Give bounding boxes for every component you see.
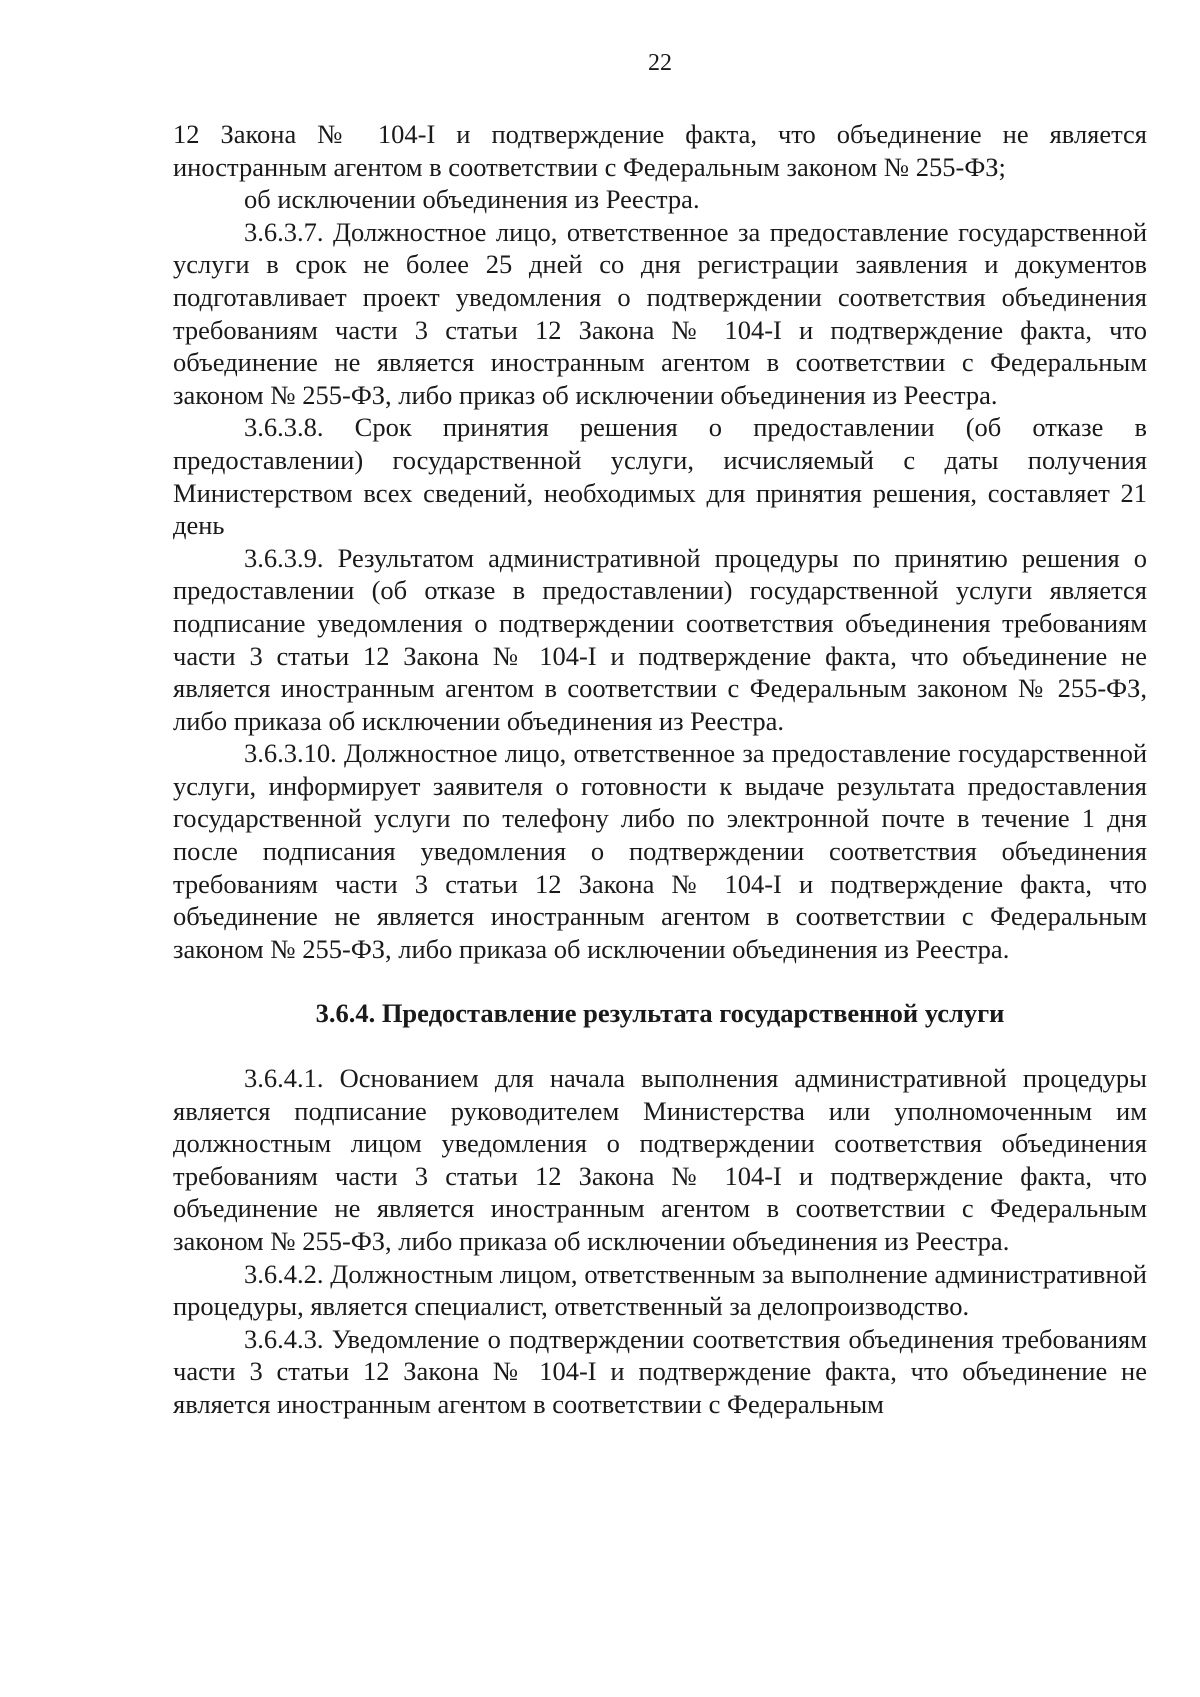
paragraph-3-6-3-8: 3.6.3.8. Срок принятия решения о предоставлении (об отказе в предоставлении) государственной услуги, исчисляемый с даты получения Министерством всех сведений, необходимых для принятия решения, составляет 21 день	[173, 412, 1147, 541]
page-number: 22	[648, 50, 672, 76]
section-heading-3-6-4: 3.6.4. Предоставление результата государственной услуги	[315, 998, 1005, 1029]
paragraph-3-6-3-10: 3.6.3.10. Должностное лицо, ответственное за предоставление государственной услуги, информирует заявителя о готовности к выдаче результата предоставления государственной услуги по телефону либо по электронной почте в течение 1 дня после подписания уведомления о подтверждении соответствия объединения требованиям части 3 статьи 12 Закона № 104-I и подтверждение факта, что объединение не является иностранным агентом в соответствии с Федеральным законом № 255-ФЗ, либо приказа об исключении объединения из Реестра.	[173, 738, 1147, 964]
paragraph-3-6-4-2: 3.6.4.2. Должностным лицом, ответственным за выполнение административной процедуры, является специалист, ответственный за делопроизводство.	[173, 1258, 1147, 1322]
paragraph-continuation: 12 Закона № 104-I и подтверждение факта, что объединение не является иностранным агентом в соответствии с Федеральным законом № 255-ФЗ;	[173, 119, 1147, 182]
paragraph-3-6-3-9: 3.6.3.9. Результатом административной процедуры по принятию решения о предоставлении (об отказе в предоставлении) государственной услуги является подписание уведомления о подтверждении соответствия объединения требованиям части 3 статьи 12 Закона № 104-I и подтверждение факта, что объединение не является иностранным агентом в соответствии с Федеральным законом № 255-ФЗ, либо приказа об исключении объединения из Реестра.	[173, 542, 1147, 736]
paragraph-3-6-3-7: 3.6.3.7. Должностное лицо, ответственное за предоставление государственной услуги в срок не более 25 дней со дня регистрации заявления и документов подготавливает проект уведомления о подтверждении соответствия объединения требованиям части 3 статьи 12 Закона № 104-I и подтверждение факта, что объединение не является иностранным агентом в соответствии с Федеральным законом № 255-ФЗ, либо приказ об исключении объединения из Реестра.	[173, 216, 1147, 410]
paragraph-3-6-4-1: 3.6.4.1. Основанием для начала выполнения административной процедуры является подписание руководителем Министерства или уполномоченным им должностным лицом уведомления о подтверждении соответствия объединения требованиям части 3 статьи 12 Закона № 104-I и подтверждение факта, что объединение не является иностранным агентом в соответствии с Федеральным законом № 255-ФЗ, либо приказа об исключении объединения из Реестра.	[173, 1063, 1147, 1256]
document-body	[173, 118, 1147, 1421]
paragraph-registry-exclusion: об исключении объединения из Реестра.	[244, 184, 700, 215]
paragraph-3-6-4-3: 3.6.4.3. Уведомление о подтверждении соответствия объединения требованиям части 3 статьи 12 Закона № 104-I и подтверждение факта, что объединение не является иностранным агентом в соответствии с Федеральным	[173, 1323, 1147, 1419]
document-page	[173, 0, 1147, 1697]
